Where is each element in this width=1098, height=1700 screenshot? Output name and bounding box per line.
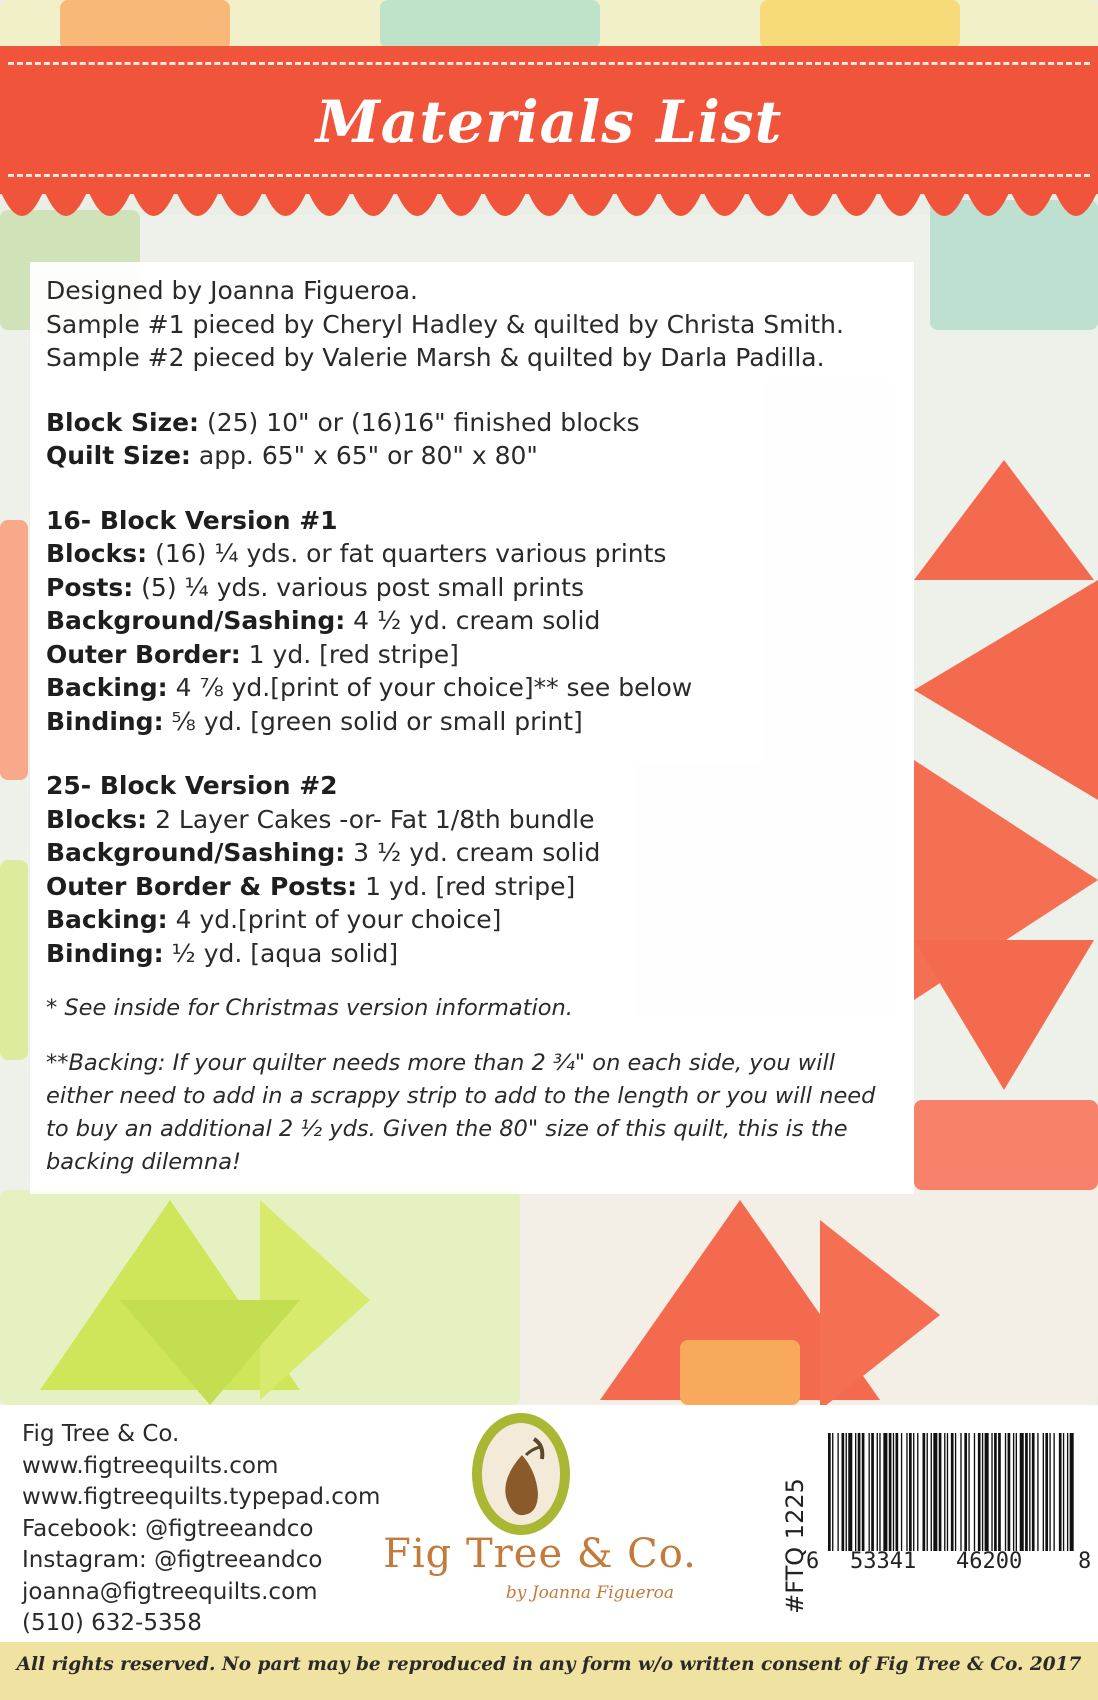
barcode-bar — [1043, 1433, 1044, 1551]
item-value: (5) ¼ yds. various post small prints — [133, 572, 584, 602]
barcode-bar — [1037, 1433, 1038, 1551]
barcode-first-digit: 6 — [806, 1549, 820, 1574]
item-label: Binding: — [46, 706, 164, 736]
quilt-size-line — [46, 439, 898, 473]
item-value: ½ yd. [aqua solid] — [163, 938, 399, 968]
sample2-credit: Sample #2 pieced by Valerie Marsh & quilted by Darla Padilla. — [46, 343, 825, 372]
version1-heading: 16- Block Version #1 — [46, 505, 338, 535]
barcode-bar — [1049, 1433, 1050, 1551]
barcode-bar — [862, 1433, 865, 1551]
barcode-bar — [889, 1433, 892, 1551]
quilt-size-label: Quilt Size: — [46, 441, 191, 470]
barcode — [806, 1433, 1092, 1583]
barcode-bar — [901, 1433, 902, 1551]
barcode-last-digit: 8 — [1078, 1549, 1092, 1574]
item-label: Binding: — [46, 938, 164, 968]
facebook-handle[interactable]: Facebook: @figtreeandco — [22, 1515, 314, 1542]
barcode-bar — [1008, 1433, 1011, 1551]
barcode-bar — [906, 1433, 907, 1551]
list-item — [46, 705, 898, 739]
item-label: Blocks: — [46, 539, 148, 568]
footer — [0, 1405, 1098, 1642]
banner-bottom-stitch — [8, 174, 1090, 177]
barcode-bar — [837, 1433, 838, 1551]
barcode-bar — [955, 1433, 956, 1551]
barcode-bar — [832, 1433, 833, 1551]
company-name: Fig Tree & Co. — [22, 1421, 180, 1447]
barcode-bar — [869, 1433, 870, 1551]
barcode-bar — [991, 1433, 992, 1551]
backing-note: **Backing: If your quilter needs more than 2 ¾" on each side, you will either need to add in a scrappy strip to add to the length or you will need to buy an additional 2 ½ yds. Given the 80" size of this quilt, this is the backing dilemna! — [46, 1050, 876, 1175]
barcode-bar — [985, 1433, 989, 1551]
quilt-size-value: app. 65" x 65" or 80" x 80" — [190, 441, 538, 470]
version2-list — [46, 803, 898, 971]
barcode-bar — [951, 1433, 954, 1551]
barcode-bar — [1059, 1433, 1062, 1551]
item-label: Backing: — [46, 673, 168, 702]
version2-heading: 25- Block Version #2 — [46, 771, 338, 800]
website-link[interactable]: www.figtreequilts.com — [22, 1452, 279, 1479]
title-banner — [0, 46, 1098, 194]
barcode-bar — [978, 1433, 981, 1551]
item-label: Background/Sashing: — [46, 838, 346, 867]
item-value: 1 yd. [red stripe] — [357, 871, 576, 901]
barcode-bar — [883, 1433, 887, 1551]
barcode-bar — [998, 1433, 1001, 1551]
barcode-left-digits: 53341 — [850, 1549, 917, 1574]
barcode-bar — [913, 1433, 914, 1551]
barcode-bar — [858, 1433, 861, 1551]
barcode-bar — [931, 1433, 932, 1551]
item-label: Posts: — [46, 572, 134, 602]
logo-wordmark: Fig Tree & Co. — [383, 1531, 697, 1577]
copyright-notice: All rights reserved. No part may be reproduced in any form w/o written consent of Fig Tree & Co. 2017 — [16, 1654, 1082, 1675]
barcode-bar — [1020, 1433, 1024, 1551]
barcode-bar — [871, 1433, 874, 1551]
barcode-right-digits: 46200 — [956, 1549, 1023, 1574]
barcode-bar — [994, 1433, 997, 1551]
list-item — [46, 537, 898, 571]
barcode-bar — [893, 1433, 894, 1551]
barcode-bar — [842, 1433, 845, 1551]
barcode-bar — [939, 1433, 942, 1551]
item-value: 1 yd. [red stripe] — [240, 639, 459, 669]
barcode-bar — [964, 1433, 967, 1551]
barcode-bars — [828, 1433, 1074, 1551]
list-item — [46, 571, 898, 605]
barcode-bar — [927, 1433, 928, 1551]
contact-block — [22, 1419, 380, 1640]
barcode-bar — [974, 1433, 975, 1551]
page-title: Materials List — [315, 88, 783, 156]
barcode-bar — [1067, 1433, 1068, 1551]
banner-scallop-edge — [0, 190, 1098, 220]
christmas-note: * See inside for Christmas version information. — [46, 995, 573, 1021]
copyright-strip — [0, 1642, 1098, 1700]
item-value: ⅝ yd. [green solid or small print] — [163, 706, 583, 736]
version1-list — [46, 537, 898, 738]
fig-icon — [482, 1425, 560, 1525]
item-label: Outer Border & Posts: — [46, 871, 358, 901]
designer-credit: Designed by Joanna Figueroa. — [46, 276, 418, 305]
logo-byline: by Joanna Figueroa — [505, 1583, 675, 1603]
barcode-bar — [1063, 1433, 1064, 1551]
item-value: 4 ½ yd. cream solid — [345, 606, 601, 635]
barcode-bar — [917, 1433, 918, 1551]
item-value: 3 ½ yd. cream solid — [345, 838, 601, 867]
item-value: 2 Layer Cakes -or- Fat 1/8th bundle — [147, 804, 595, 834]
materials-card — [30, 262, 914, 1194]
barcode-bar — [947, 1433, 948, 1551]
item-label: Outer Border: — [46, 639, 241, 669]
item-label: Backing: — [46, 905, 168, 934]
block-size-line — [46, 406, 898, 440]
barcode-bar — [1013, 1433, 1014, 1551]
item-label: Background/Sashing: — [46, 606, 346, 635]
barcode-bar — [848, 1433, 852, 1551]
barcode-bar — [960, 1433, 961, 1551]
item-value: 4 yd.[print of your choice] — [167, 905, 502, 934]
list-item — [46, 803, 898, 837]
barcode-bar — [909, 1433, 912, 1551]
barcode-bar — [1029, 1433, 1030, 1551]
item-value: 4 ⅞ yd.[print of your choice]** see below — [167, 673, 693, 702]
block-size-label: Block Size: — [46, 407, 200, 437]
barcode-bar — [896, 1433, 899, 1551]
barcode-bar — [1025, 1433, 1028, 1551]
list-item — [46, 937, 898, 971]
barcode-bar — [1005, 1433, 1006, 1551]
barcode-bar — [1045, 1433, 1048, 1551]
barcode-bar — [1032, 1433, 1035, 1551]
barcode-bar — [1053, 1433, 1054, 1551]
list-item — [46, 903, 898, 937]
barcode-bar — [982, 1433, 983, 1551]
block-size-value: (25) 10" or (16)16" finished blocks — [199, 407, 640, 437]
barcode-bar — [944, 1433, 945, 1551]
list-item — [46, 870, 898, 904]
fig-tree-logo — [360, 1413, 720, 1633]
barcode-bar — [846, 1433, 847, 1551]
phone-number: (510) 632-5358 — [22, 1610, 202, 1636]
list-item — [46, 638, 898, 672]
barcode-bar — [933, 1433, 937, 1551]
barcode-bar — [923, 1433, 926, 1551]
barcode-bar — [855, 1433, 856, 1551]
barcode-bar — [828, 1433, 831, 1551]
sample1-credit: Sample #1 pieced by Cheryl Hadley & quilted by Christa Smith. — [46, 309, 844, 339]
blog-link[interactable]: www.figtreequilts.typepad.com — [22, 1484, 381, 1510]
barcode-bar — [1070, 1433, 1074, 1551]
barcode-bar — [968, 1433, 969, 1551]
instagram-handle[interactable]: Instagram: @figtreeandco — [22, 1547, 323, 1573]
barcode-bar — [877, 1433, 878, 1551]
barcode-bar — [1016, 1433, 1017, 1551]
item-label: Blocks: — [46, 804, 148, 834]
item-value: (16) ¼ yds. or fat quarters various prints — [147, 539, 667, 568]
list-item — [46, 671, 898, 705]
sku-code: #FTQ 1225 — [781, 1478, 809, 1614]
email-link[interactable]: joanna@figtreequilts.com — [22, 1578, 318, 1605]
list-item — [46, 604, 898, 638]
barcode-bar — [879, 1433, 880, 1551]
banner-top-stitch — [8, 62, 1090, 65]
list-item — [46, 836, 898, 870]
